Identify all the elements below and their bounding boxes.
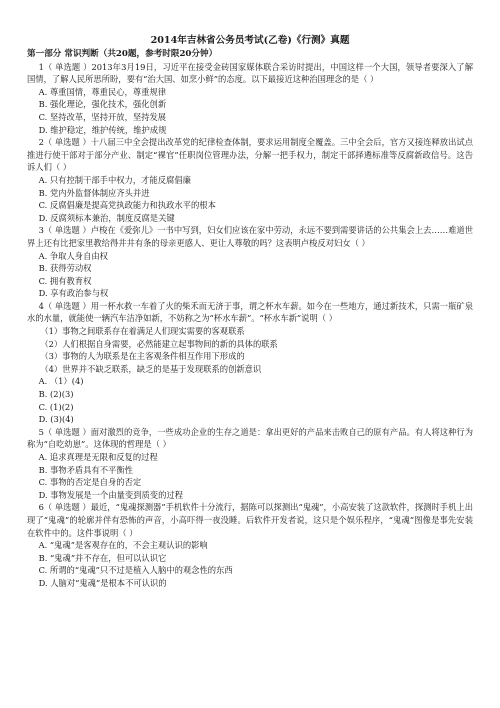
option-b: B. (2)(3) — [38, 389, 74, 400]
option-a: A. 尊重国情，尊重民心，尊重规律 — [38, 86, 167, 97]
question-2 — [27, 136, 473, 224]
option-c: C. 拥有教育权 — [38, 275, 92, 286]
statement-1: （1）事物之间联系存在着满足人们现实需要的客观联系 — [40, 326, 245, 337]
question-stem: 3（ 单选题 ）卢梭在《爱弥儿》一书中写到，妇女们应该在家中劳动，永远不要到需要讲话的公共集会上去……难道世界上还有比把家里教给得井井有条的母亲更感人、更让人尊敬的吗？这表明卢梭反对妇女（ ） — [27, 225, 473, 248]
question-stem: 5（ 单选题 ）面对激烈的竞争，一些成功企业的生存之道是：拿出更好的产品来击败自己的原有产品。有人将这种行为称为“自吃幼崽”。这体现的哲理是（ ） — [27, 426, 473, 450]
option-b: B. 事物矛盾具有不平衡性 — [38, 464, 133, 475]
question-6 — [27, 501, 473, 589]
option-b: B. “鬼魂”并不存在，但可以认识它 — [38, 552, 167, 563]
option-a: A. （1）(4) — [38, 376, 84, 387]
question-3 — [27, 224, 473, 300]
option-d: D. (3)(4) — [38, 414, 74, 425]
option-c: C. (1)(2) — [38, 401, 74, 412]
question-stem: 1（ 单选题 ）2013年3月19日，习近平在接受金砖国家媒体联合采访时提出，中国这样一个大国，领导者要深入了解国情，了解人民所思所盼，要有“治大国、如烹小鲜”的态度。以下最接近这种治国理念的是（ ） — [27, 61, 473, 85]
option-a: A. “鬼魂”是客观存在的，不会主观认识的影响 — [38, 540, 208, 551]
option-a: A. 追求真理是无限和反复的过程 — [38, 452, 158, 462]
option-d: D. 人脑对“鬼魂”是根本不可认识的 — [38, 577, 167, 588]
option-b: B. 党内外监督体制应齐头并进 — [38, 187, 150, 198]
option-a: A. 争取人身自由权 — [38, 250, 108, 261]
statement-2: （2）人们根据自身需要，必然能建立起事物间的新的具体的联系 — [40, 338, 278, 349]
question-4 — [27, 300, 473, 426]
option-d: D. 反腐须标本兼治，制度反腐是关键 — [38, 212, 175, 223]
option-c: C. 坚持改革，坚持开放，坚持发展 — [38, 111, 167, 122]
option-c: C. 所谓的“鬼魂”只不过是植入人脑中的观念性的东西 — [38, 565, 233, 576]
option-d: D. 维护稳定，维护传统，维护成规 — [38, 124, 167, 135]
section-heading: 第一部分 常识判断（共20题，参考时限20分钟） — [27, 49, 218, 59]
statement-4: （4）世界并不缺乏联系，缺乏的是基于发现联系的创新意识 — [40, 363, 262, 374]
option-d: D. 享有政治参与权 — [38, 288, 109, 299]
option-d: D. 事物发展是一个由量变到质变的过程 — [38, 489, 183, 500]
option-c: C. 反腐倡廉是提高党执政能力和执政水平的根本 — [38, 200, 216, 211]
option-a: A. 只有控制干部手中权力，才能反腐倡廉 — [38, 174, 191, 185]
question-stem: 6（ 单选题 ）最近，“鬼魂探测器”手机软件十分流行，据陈可以探测出“鬼魂”，小高安装了这款软件，探测时手机上出现了“鬼魂”的轮廓并伴有恐怖的声音，小高吓得一夜没睡。后软件开发者说，这只是个娱乐程序，“鬼魂”图像是事先安装在软件中的。这件事说明（ ） — [27, 502, 473, 538]
document-title: 2014年吉林省公务员考试(乙卷)《行测》真题 — [150, 35, 350, 46]
option-b: B. 获得劳动权 — [38, 263, 92, 274]
question-stem: 2（ 单选题 ）十八届三中全会提出改革党的纪律检查体制，要求运用制度全覆盖。三中全会后，官方又接连释放出试点推进行使干部对于部分产业、制定“裸官”任职岗位管理办法，分解一把手权力，制定干部择遴标准等反腐新政信号。这告诉人们（ ） — [27, 137, 473, 173]
option-c: C. 事物的否定是自身的否定 — [38, 477, 142, 488]
statement-3: （3）事物的人为联系是在主客观条件相互作用下形成的 — [40, 351, 245, 362]
question-1 — [27, 61, 473, 137]
question-5 — [27, 426, 473, 502]
question-stem: 4（ 单选题 ）用一杯水救一车着了火的柴禾而无济于事，谓之杯水车薪。如今在一些地方，通过新技术，只需一瓶矿泉水的水量，就能使一辆汽车洁净如新，不妨称之为“杯水车薪”。“杯水车新”说明（ ） — [27, 300, 473, 324]
option-b: B. 强化理论，强化技术，强化创新 — [38, 99, 167, 110]
